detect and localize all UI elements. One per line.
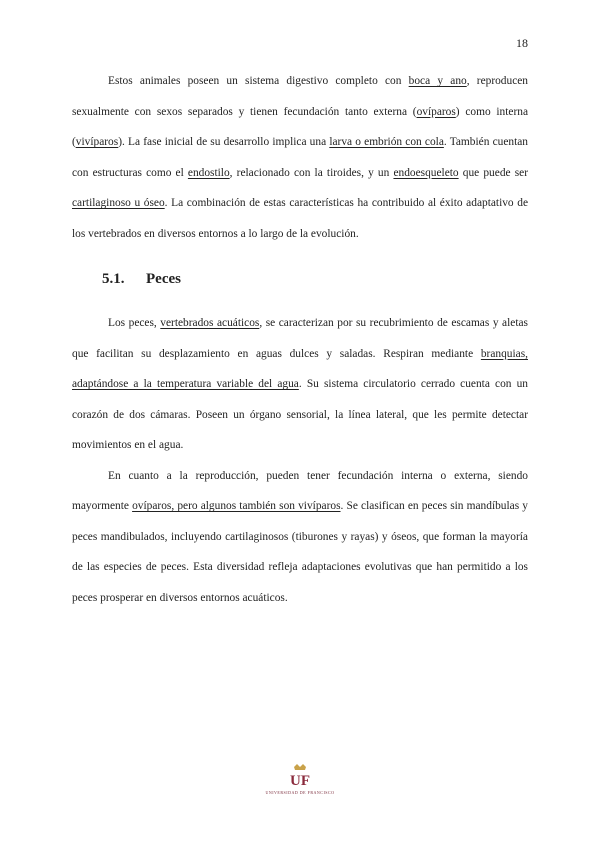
university-crest-icon — [282, 763, 318, 789]
text-run: ). La fase inicial de su desarrollo implica una — [118, 136, 330, 148]
underlined-term: larva o embrión con cola — [329, 136, 444, 148]
section-heading — [102, 271, 528, 288]
logo-letters: UF — [290, 773, 310, 789]
underlined-term: endoesqueleto — [393, 166, 459, 179]
text-run: , se caracterizan por su recubrimiento de escamas y aletas que facilitan su desplazamiento en aguas dulces y saladas. Respiran mediante — [72, 317, 528, 360]
underlined-term: cartilaginoso u óseo — [72, 197, 165, 209]
text-run: que puede ser — [458, 166, 528, 179]
text-run: En cuanto a la reproducción, pueden tener fecundación interna o externa, siendo mayormente — [72, 469, 528, 512]
underlined-term: boca y ano — [408, 75, 467, 87]
page-number: 18 — [516, 36, 528, 50]
text-run: Estos animales poseen un sistema digestivo completo con — [108, 75, 409, 87]
underlined-term: endostilo — [187, 166, 230, 179]
section-title: Peces — [146, 271, 181, 287]
text-run: . También cuentan con estructuras como el — [72, 136, 528, 179]
underlined-term: vertebrados acuáticos — [160, 317, 260, 329]
underlined-term: ovíparos, pero algunos también son vivíparos — [132, 500, 341, 512]
paragraph-fish-description — [72, 308, 528, 461]
university-logo — [255, 763, 345, 797]
text-run: . Se clasifican en peces sin mandíbulas y peces mandibulados, incluyendo cartilaginosos (tiburones y rayas) y óseos, que forman la mayoría de las especies de peces. Esta diversidad refleja adaptaciones evolutivas que han permitido a los peces prosperar en diversos entornos acuáticos. — [72, 500, 529, 604]
text-run: Los peces, — [108, 317, 161, 329]
text-run: ) como interna ( — [72, 105, 529, 148]
text-run: . La combinación de estas características ha contribuido al éxito adaptativo de los vertebrados en diversos entornos a lo largo de la evolución. — [72, 197, 528, 240]
text-run: . Su sistema circulatorio cerrado cuenta con un corazón de dos cámaras. Poseen un órgano sensorial, la línea lateral, que les permite detectar movimientos en el agua. — [72, 378, 528, 451]
paragraph-vertebrate-traits — [72, 66, 528, 249]
underlined-term: vivíparos — [75, 136, 119, 148]
paragraph-fish-reproduction — [72, 461, 528, 614]
text-run: , relacionado con la tiroides, y un — [229, 166, 394, 179]
text-run: , reproducen sexualmente con sexos separados y tienen fecundación tanto externa ( — [72, 75, 529, 118]
underlined-term: ovíparos — [416, 105, 456, 118]
document-body — [72, 66, 528, 613]
underlined-term: branquias, adaptándose a la temperatura variable del agua — [72, 347, 528, 390]
section-number: 5.1. — [102, 271, 125, 287]
logo-caption: UNIVERSIDAD DE FRANCISCO — [265, 790, 335, 795]
